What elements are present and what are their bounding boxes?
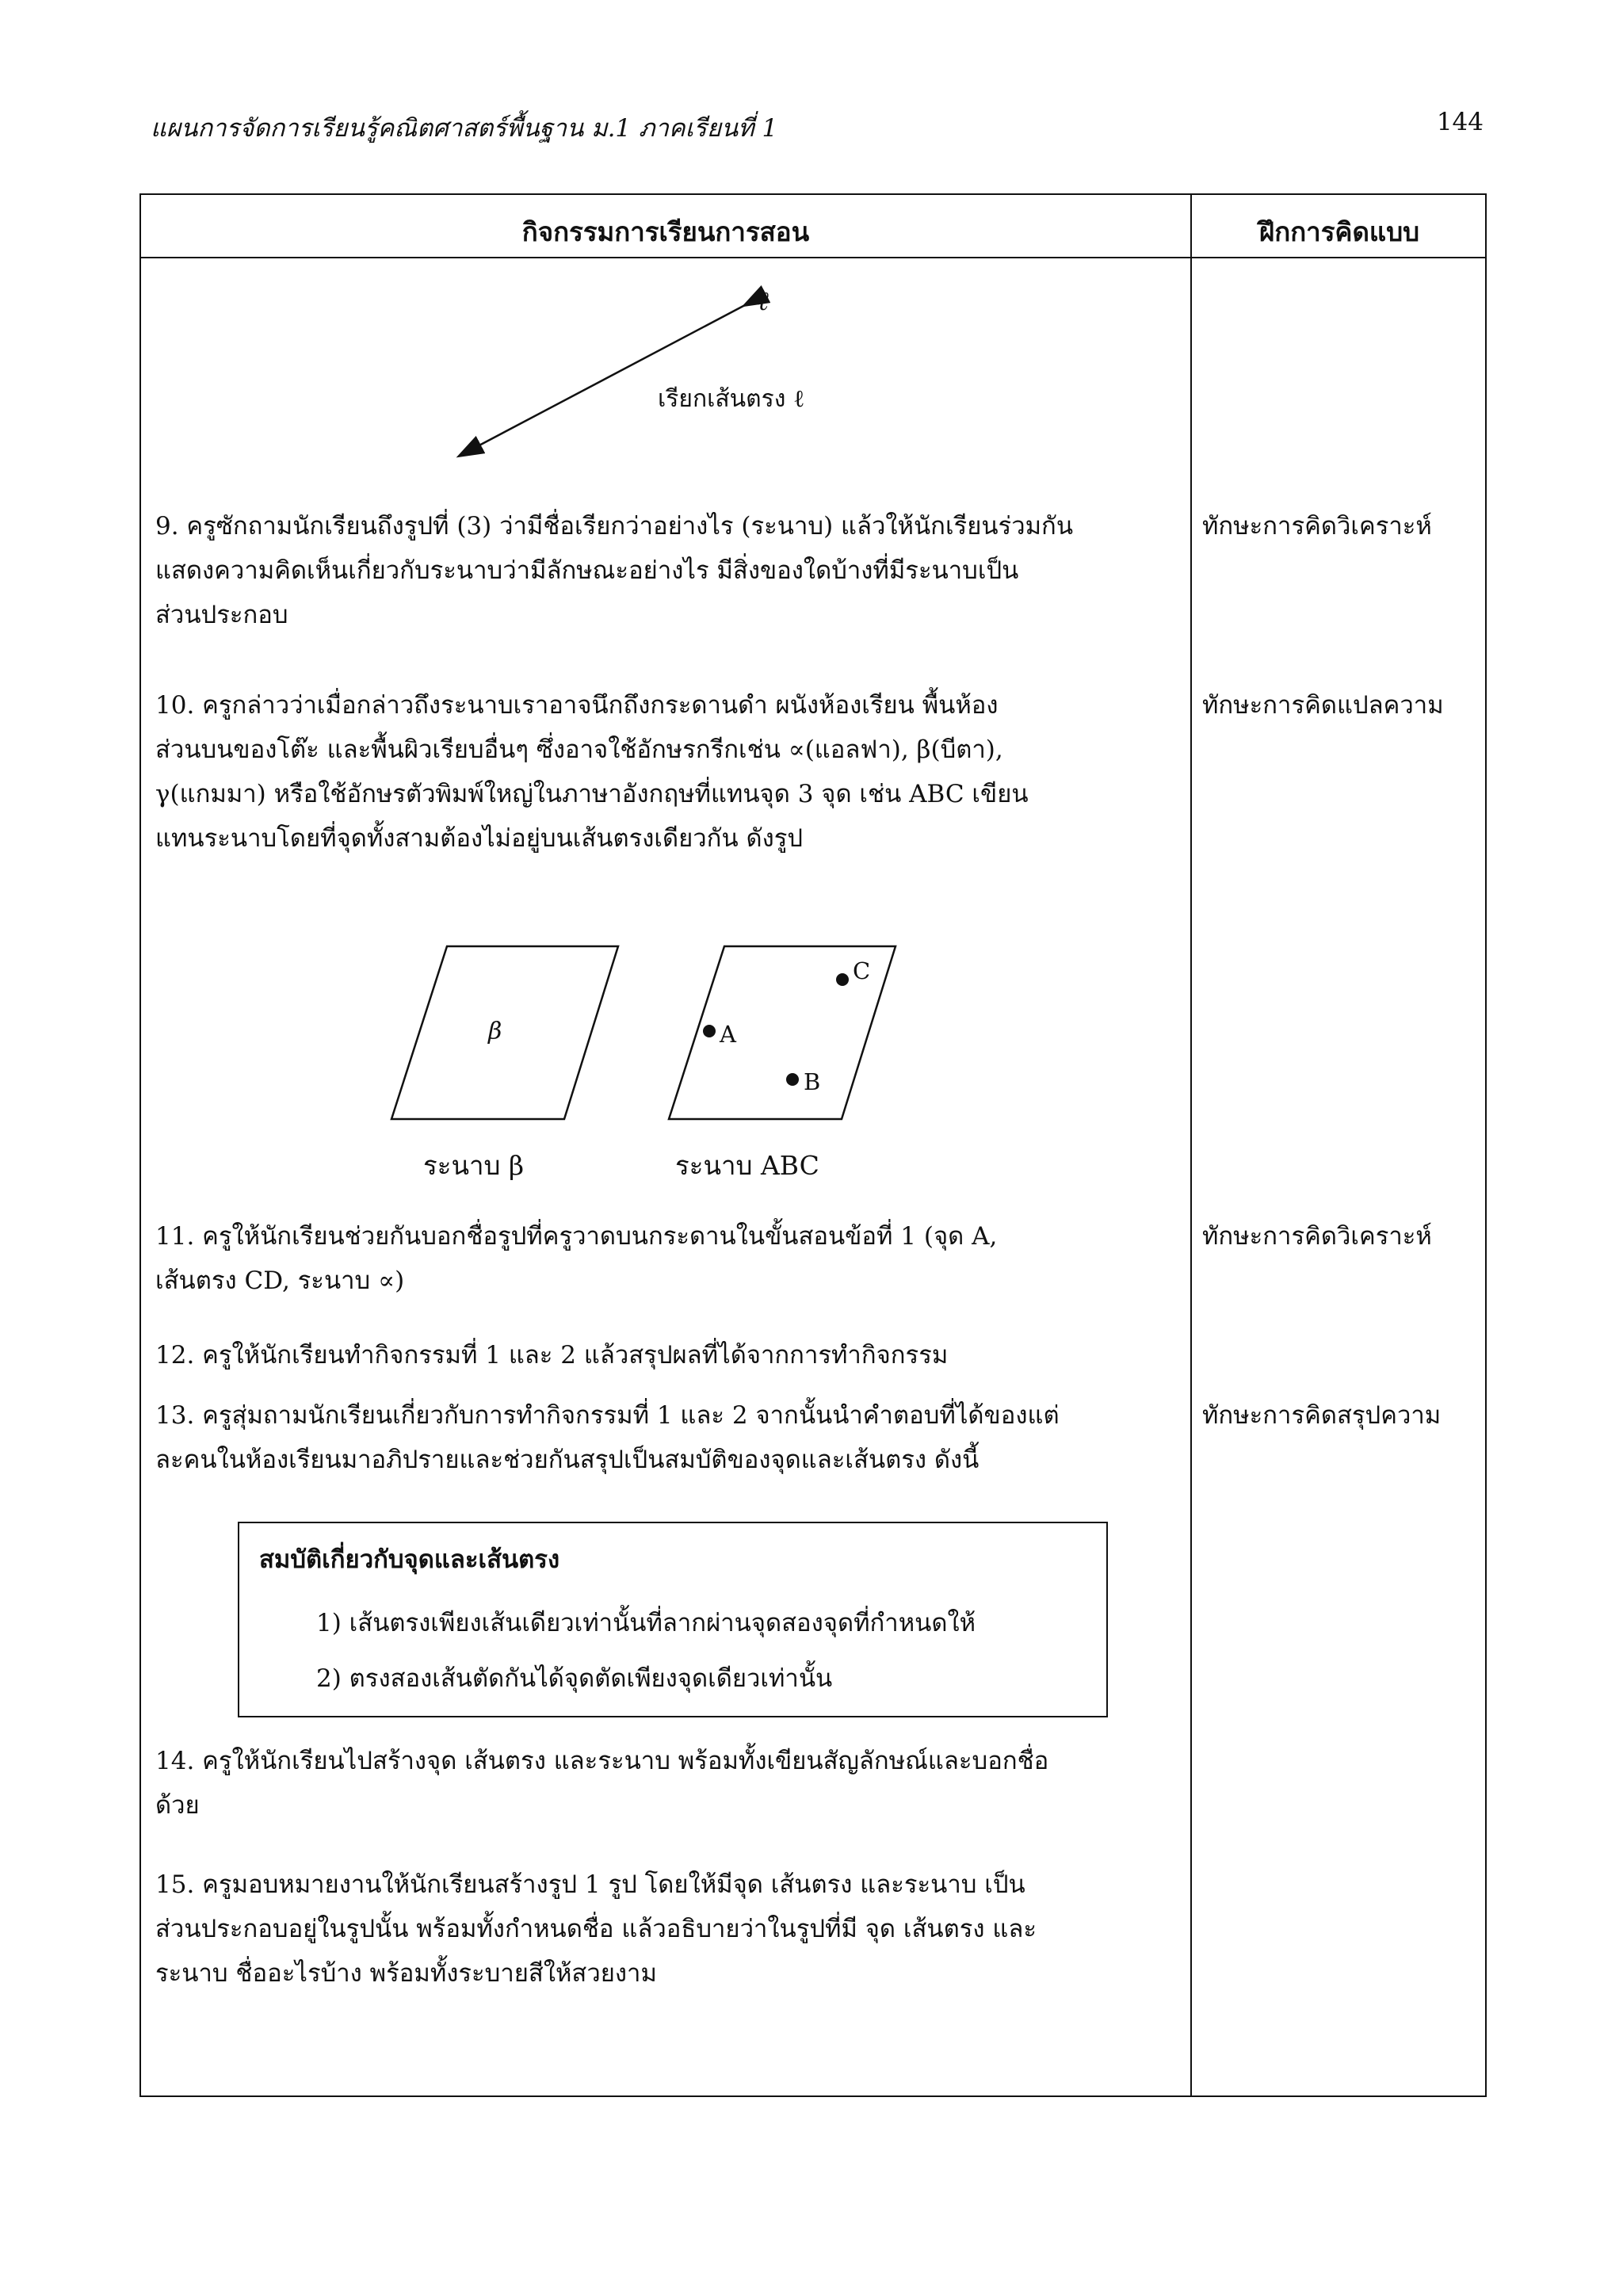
point-a-label: A: [720, 1021, 736, 1048]
step-12: 12. ครูให้นักเรียนทำกิจกรรมที่ 1 และ 2 แล้วสรุปผลที่ได้จากการทำกิจกรรม: [155, 1341, 949, 1370]
property-item-1: 1) เส้นตรงเพียงเส้นเดียวเท่านั้นที่ลากผ่านจุดสองจุดที่กำหนดให้: [316, 1609, 976, 1637]
skill-step-10: ทักษะการคิดแปลความ: [1202, 691, 1444, 720]
step-13: 13. ครูสุ่มถามนักเรียนเกี่ยวกับการทำกิจกรรมที่ 1 และ 2 จากนั้นนำคำตอบที่ได้ของแต่ ละคนในห้องเรียนมาอภิปรายและช่วยกันสรุปเป็นสมบัติของจุดและเส้นตรง ดังนี้: [155, 1401, 1060, 1474]
line-end-label: ℓ: [758, 285, 769, 316]
skill-step-11: ทักษะการคิดวิเคราะห์: [1202, 1222, 1432, 1251]
point-a-dot: [703, 1025, 716, 1037]
plane-beta: [391, 946, 618, 1119]
plane-abc-caption: ระนาบ ABC: [675, 1150, 819, 1181]
properties-box: [238, 1522, 1108, 1717]
line-l-figure: [444, 281, 840, 464]
plane-beta-figure: [388, 943, 642, 1133]
page-number: 144: [1436, 108, 1484, 136]
properties-title: สมบัติเกี่ยวกับจุดและเส้นตรง: [259, 1545, 560, 1574]
point-b-dot: [786, 1073, 799, 1086]
column-header-thinking: ฝึกการคิดแบบ: [1258, 216, 1420, 247]
page-header-title: แผนการจัดการเรียนรู้คณิตศาสตร์พื้นฐาน ม.1 ภาคเรียนที่ 1: [151, 114, 778, 143]
property-item-2: 2) ตรงสองเส้นตัดกันได้จุดตัดเพียงจุดเดียวเท่านั้น: [316, 1664, 833, 1693]
plane-beta-caption: ระนาบ β: [423, 1150, 525, 1181]
header-divider: [141, 257, 1485, 258]
step-15: 15. ครูมอบหมายงานให้นักเรียนสร้างรูป 1 รูป โดยให้มีจุด เส้นตรง และระนาบ เป็น ส่วนประกอบอยู่ในรูปนั้น พร้อมทั้งกำหนดชื่อ แล้วอธิบายว่าในรูปที่มี จุด เส้นตรง และ ระนาบ ชื่ออะไรบ้าง พร้อมทั้งระบายสีให้สวยงาม: [155, 1870, 1037, 1988]
step-10: 10. ครูกล่าวว่าเมื่อกล่าวถึงระนาบเราอาจนึกถึงกระดานดำ ผนังห้องเรียน พื้นห้อง ส่วนบนของโต๊ะ และพื้นผิวเรียบอื่นๆ ซึ่งอาจใช้อักษรกรีกเช่น ∝(แอลฟา), β(บีตา), γ(แกมมา) หรือใช้อักษรตัวพิมพ์ใหญ่ในภาษาอังกฤษที่แทนจุด 3 จุด เช่น ABC เขียน แทนระนาบโดยที่จุดทั้งสามต้องไม่อยู่บนเส้นตรงเดียวกัน ดังรูป: [155, 691, 1029, 853]
column-header-activities: กิจกรรมการเรียนการสอน: [521, 216, 810, 247]
column-divider: [1190, 195, 1192, 2095]
line-caption: เรียกเส้นตรง ℓ: [658, 385, 805, 413]
step-11: 11. ครูให้นักเรียนช่วยกันบอกชื่อรูปที่ครูวาดบนกระดานในขั้นสอนข้อที่ 1 (จุด A, เส้นตรง CD, ระนาบ ∝): [155, 1222, 998, 1295]
step-9: 9. ครูซักถามนักเรียนถึงรูปที่ (3) ว่ามีชื่อเรียกว่าอย่างไร (ระนาบ) แล้วให้นักเรียนร่วมกัน แสดงความคิดเห็นเกี่ยวกับระนาบว่ามีลักษณะอย่างไร มีสิ่งของใดบ้างที่มีระนาบเป็น ส่วนประกอบ: [155, 512, 1074, 629]
plane-abc-figure: [666, 943, 919, 1133]
step-14: 14. ครูให้นักเรียนไปสร้างจุด เส้นตรง และระนาบ พร้อมทั้งเขียนสัญลักษณ์และบอกชื่อ ด้วย: [155, 1747, 1049, 1820]
skill-step-9: ทักษะการคิดวิเคราะห์: [1202, 512, 1432, 541]
point-c-dot: [836, 973, 849, 986]
point-b-label: B: [804, 1068, 821, 1095]
plane-beta-symbol: β: [488, 1018, 502, 1045]
point-c-label: C: [853, 957, 871, 984]
skill-step-13: ทักษะการคิดสรุปความ: [1202, 1401, 1442, 1430]
